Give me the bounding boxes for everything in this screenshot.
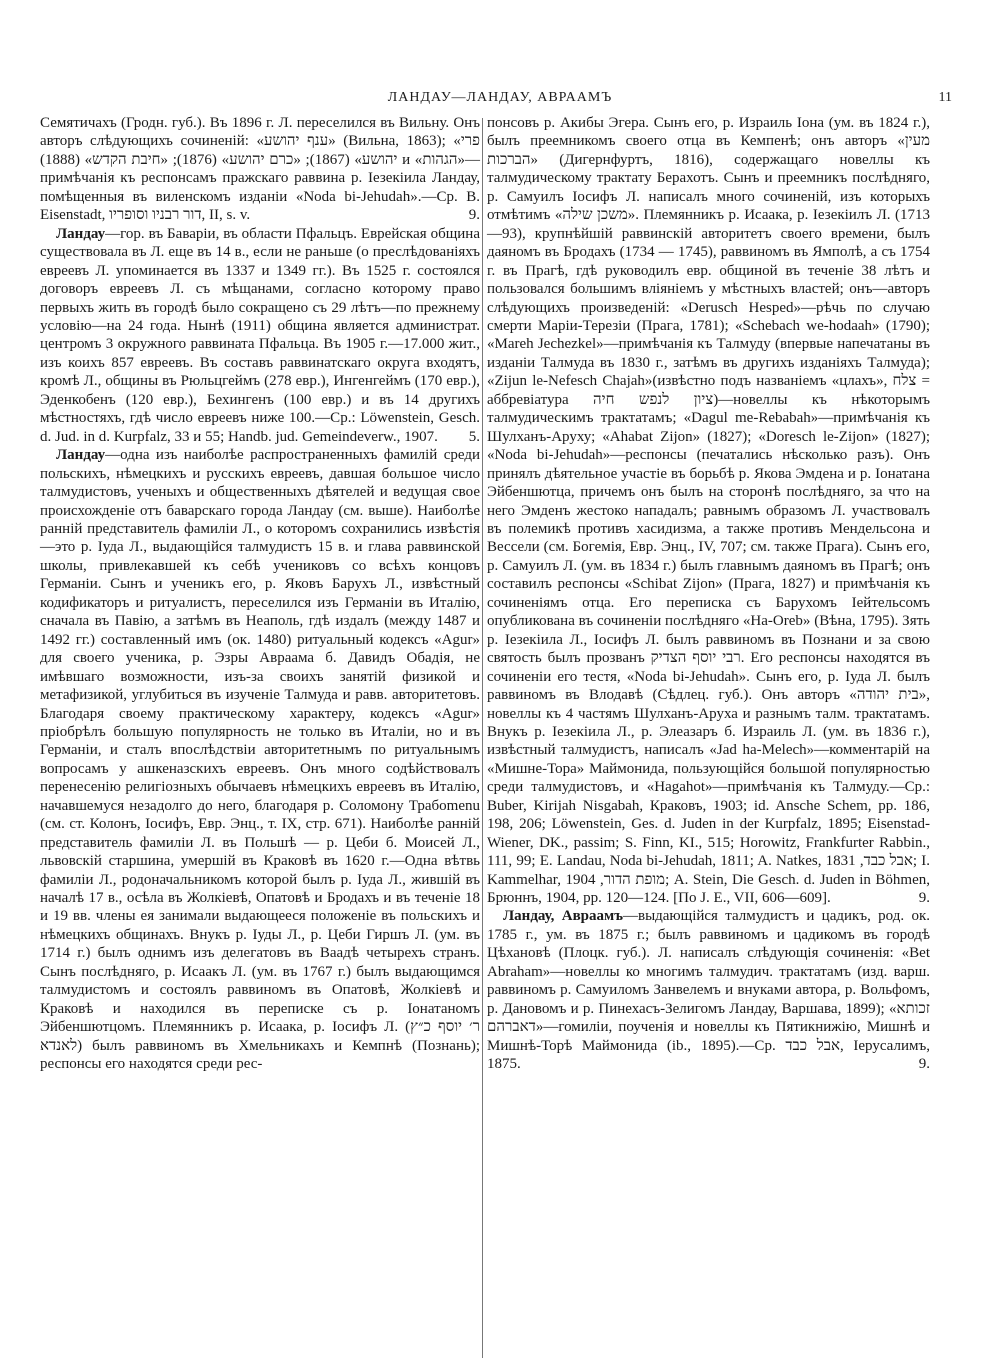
article-landau-town [40,225,480,446]
article-text: —гор. въ Баваріи, въ области Пфальцъ. Еврейская община существовала въ Л. еще въ 14 в., если не раньше (о преслѣдованіяхъ евреевъ Л. упоминается въ 1337 и 1349 гг.). Въ 1525 г. состоялся договоръ евреевъ Л. съ мѣщанами, согласно которому право первыхъ жить въ городѣ было сокращено съ 29 лѣтъ—по прежнему условію—на 24 года. Нынѣ (1911) община является администрат. центромъ 3 окружного раввината Пфальца. Въ 1905 г.—17.000 жит., изъ коихъ 857 евреевъ. Въ составъ раввинатскаго округа входятъ, кромѣ Л., общины въ Рюльцгеймъ (278 евр.), Ингенгеймъ (170 евр.), Эденкобенъ (120 евр.), Бехингенъ (100 евр.) и въ 14 другихъ мѣстностяхъ, гдѣ число евреевъ ниже 100.—Ср.: Löwenstein, Gesch. d. Jud. in d. Kurpfalz, 33 и 55; Handb. jud. Gemeindeverw., 1907. [40,225,480,445]
author-signature: 9. [918,1056,930,1073]
article-landau-family [40,446,480,1073]
article-text: понсовъ р. Акибы Эгера. Сынъ его, р. Израиль Іона (ум. въ 1824 г.), былъ преемникомъ своего отца въ Кемпенѣ; онъ авторъ «מעין הברכות» (Дигернфуртъ, 1816), содержащаго новеллы къ талмудическому трактату Берахотъ. Сынъ и преемникъ послѣдняго, р. Самуилъ Іосифъ Л. написалъ много сочиненій, изъ которыхъ отмѣтимъ «משכן שילה». Племянникъ р. Исаака, р. Іезекіилъ Л. (1713—93), крупнѣйшій раввинскій авторитетъ своего времени, былъ даяномъ въ Бродахъ (1734 — 1745), раввиномъ въ Ямполѣ, а съ 1754 г. въ Прагѣ, гдѣ руководилъ евр. общиной въ теченіе 38 лѣтъ и пользовался большимъ вліяніемъ у мѣстныхъ властей; онъ—авторъ слѣдующихъ произведеній: «Derusch Hesped»—рѣчь по случаю смерти Маріи-Терезіи (Прага, 1781); «Schebach we-hodaah» (1790); «Mareh Jechezkel»—примѣчанія къ Талмуду (впервые напечатаны въ изданіи Талмуда въ 1830 г., затѣмъ въ другихъ изданіяхъ Талмуда); «Zijun le-Nefesch Chajah»(извѣстно подъ названіемъ «цлахъ», צלח = аббревіатура ציון לנפש חיה)—новеллы къ нѣкоторымъ талмудическимъ трактатамъ; «Dagul me-Rebabah»—примѣчанія къ Шулханъ-Аруху; «Ahabat Zijon» (1827); «Doresch le-Zijon» (1827); «Noda bi-Jehudah»—респонсы (печатались нѣсколько разъ). Онъ принялъ дѣятельное участіе въ борьбѣ р. Якова Эмдена и р. Іонатана Эйбеншютца, причемъ онъ былъ на сторонѣ послѣдняго, за что на него Эмденъ жестоко нападалъ; равнымъ образомъ Л. участвовалъ въ полемикѣ противъ хасидизма, а также противъ Мендельсона и Вессели (см. Богемія, Евр. Энц., IV, 707; см. также Прага). Сынъ его, р. Самуилъ Л. (ум. въ 1834 г.) былъ главнымъ даяномъ въ Прагѣ; онъ составилъ респонсы «Schibat Zijon» (Прага, 1827) и примѣчанія къ сочиненіямъ отца. Его переписка съ Барухомъ Іейтельсомъ опубликована въ сочиненіи послѣдняго «Ha-Oreb» (Вѣна, 1795). Зять р. Iезекіила Л., Іосифъ Л. былъ раввиномъ въ Познани и за свою святость былъ прозванъ רבי יוסף הצדיק. Его респонсы находятся въ сочиненіи его тестя, «Noda bi-Jehudah». Сынъ его, р. Іуда Л. былъ раввиномъ въ Влодавѣ (Сѣдлец. губ.). Онъ авторъ «בית יהודה», новеллы къ 4 частямъ Шулханъ-Аруха и разнымъ талм. трактатамъ. Внукъ р. Iезекіила Л., р. Элеазаръ б. Израиль Л. (ум. въ 1836 г.), извѣстный талмудистъ, написалъ «Jad ha-Melech»—комментарій на «Мишне-Тора» Маймонида, пользующійся большой популярностью среди талмудистовъ, и «Hagahot»—примѣчанія къ Талмуду.—Ср.: Buber, Kirijah Nisgabah, Краковъ, 1903; id. Ansche Schem, pp. 186, 198, 206; Löwenstein, Ges. d. Juden in der Kurpfalz, 1895; Eisenstad-Wiener, DK., passim; S. Finn, KI., 515; Horowitz, Frankfurter Rabbin., 111, 99; E. Landau, Noda bi-Jehudah, 1811; A. Natkes, אבל כבד, 1831; I. Kammelhar, מופת הדור, 1904; A. Stein, Die Gesch. d. Juden in Böhmen, Брюннъ, 1904, pp. 120—124. [По J. E., VII, 606—609]. [487,115,931,907]
column-divider [482,118,483,1358]
page-header-title: ЛАНДАУ—ЛАНДАУ, АВРААМЪ [387,90,613,105]
article-headword: Ландау [56,447,106,464]
paragraph-text: Семятичахъ (Гродн. губ.). Въ 1896 г. Л. переселился въ Вильну. Онъ авторъ слѣдующихъ сочиненій: «ענף יהושע» (Вильна, 1863); «פרי יהושע» (1867); «כרם יהושע» (1876); «חיבת הקדש» (1888) и «הגהות»—примѣчанія къ респонсамъ пражскаго раввина р. Iезекіила Ландау, помѣщенныя въ виленскомъ изданіи «Noda bi-Jehudah».—Ср. В. Eisenstadt, דור רבניו וסופריו, II, s. v. [40,115,481,224]
article-landau-family-continued [487,114,930,907]
author-signature: 5. [468,428,480,445]
author-signature: 9. [918,890,930,907]
running-head [40,90,960,110]
author-signature: 9. [468,207,480,224]
paragraph-eisenstadt-tail [40,114,480,225]
page-number: 11 [938,90,952,105]
right-column [487,114,930,1074]
article-text: —одна изъ наиболѣе распространенныхъ фамилій среди польскихъ, нѣмецкихъ и русскихъ евреевъ, давшая большое число талмудистовъ, ученыхъ и общественныхъ дѣятелей и ведущая свое происхожденіе отъ баварскаго города Ландау (см. выше). Наиболѣе ранній представитель фамиліи Л., о которомъ сохранились извѣстія—это р. Іуда Л., выдающійся талмудистъ 15 в. и глава раввинской школы, привлекавшей къ себѣ учениковъ со всѣхъ концовъ Германіи. Сынъ и ученикъ его, р. Яковъ Барухъ Л., извѣстный кодификаторъ и ритуалистъ, переселился изъ Германіи въ Италію, сначала въ Павію, а затѣмъ въ Неаполь, гдѣ издалъ (между 1487 и 1492 гг.) составленный имъ (ок. 1480) ритуальный кодексъ «Agur» для своего ученика, р. Эзры Авраама б. Давидъ Обадія, не имѣвшаго возможности, изъ-за своихъ занятій физикой и метафизикой, углубиться въ изученіе Талмуда и равв. авторитетовъ. Благодаря своему практическому характеру, кодексъ «Agur» пріобрѣлъ большую популярность не только въ Италіи, но и въ Германіи, и сталъ впослѣдствіи авторитетнымъ по ритуальнымъ вопросамъ у ашкеназскихъ евреевъ. Онъ много содѣйствовалъ перенесенію религіозныхъ обычаевъ нѣмецкихъ евреевъ въ Италію, начавшемуся незадолго до него, благодаря р. Соломону Трабоmenu (см. ст. Колонъ, Іосифъ, Евр. Энц., т. IX, стр. 671). Наиболѣе ранній представитель фамиліи Л. въ Польшѣ — р. Цеби б. Моисей Л., львовскій старшина, умершій въ Краковѣ въ 1620 г.—Одна вѣтвь фамиліи Л., родоначальникомъ которой былъ р. Іуда Л., жившій въ началѣ 17 в., осѣла въ Жолкіевѣ, Опатовѣ и Бродахъ и въ теченіе 18 и 19 вв. члены ея занимали выдающееся положеніе въ польскихъ и нѣмецкихъ общинахъ. Внукъ р. Іуды Л., р. Цеби Гиршъ Л. (ум. въ 1714 г.) былъ однимъ изъ делегатовъ въ Ваадѣ четырехъ странъ. Сынъ послѣдняго, р. Исаакъ Л. (ум. въ 1767 г.) былъ выдающимся талмудистомъ и состоялъ раввиномъ въ Опатовѣ, Жолкіевѣ и Краковѣ и находился въ переписке съ р. Іонатаномъ Эйбеншютцомъ. Племянникъ р. Исаака, р. Іосифъ Л. (ר׳ יוסף כ״ץ לאנדא) былъ раввиномъ въ Хмельникахъ и Кемпнѣ (Познань); респонсы его находятся среди рес- [40,447,480,1073]
left-column [40,114,480,1074]
article-headword: Ландау, Авраамъ [503,908,623,925]
article-landau-avraam [487,907,930,1073]
article-headword: Ландау [56,225,106,242]
article-text: —выдающійся талмудистъ и цадикъ, род. ок. 1785 г., ум. въ 1875 г.; былъ раввиномъ и цадикомъ въ городѣ Цѣхановѣ (Плоцк. губ.). Л. написалъ слѣдующія сочиненія: «Bet Abraham»—новеллы ко многимъ талмудич. трактатамъ (изд. варш. раввиномъ р. Самуиломъ Занвелемъ и внуками автора, р. Вольфомъ, р. Дановомъ и р. Пинехасъ-Зелигомъ Ландау, Варшава, 1899); «זכותא דאברהם»—гомиліи, поученія и новеллы къ Пятикнижію, Мишнѣ и Мишнѣ-Торѣ Маймонида (ib., 1895).—Ср. אבל כבד, Іерусалимъ, 1875. [487,908,930,1073]
